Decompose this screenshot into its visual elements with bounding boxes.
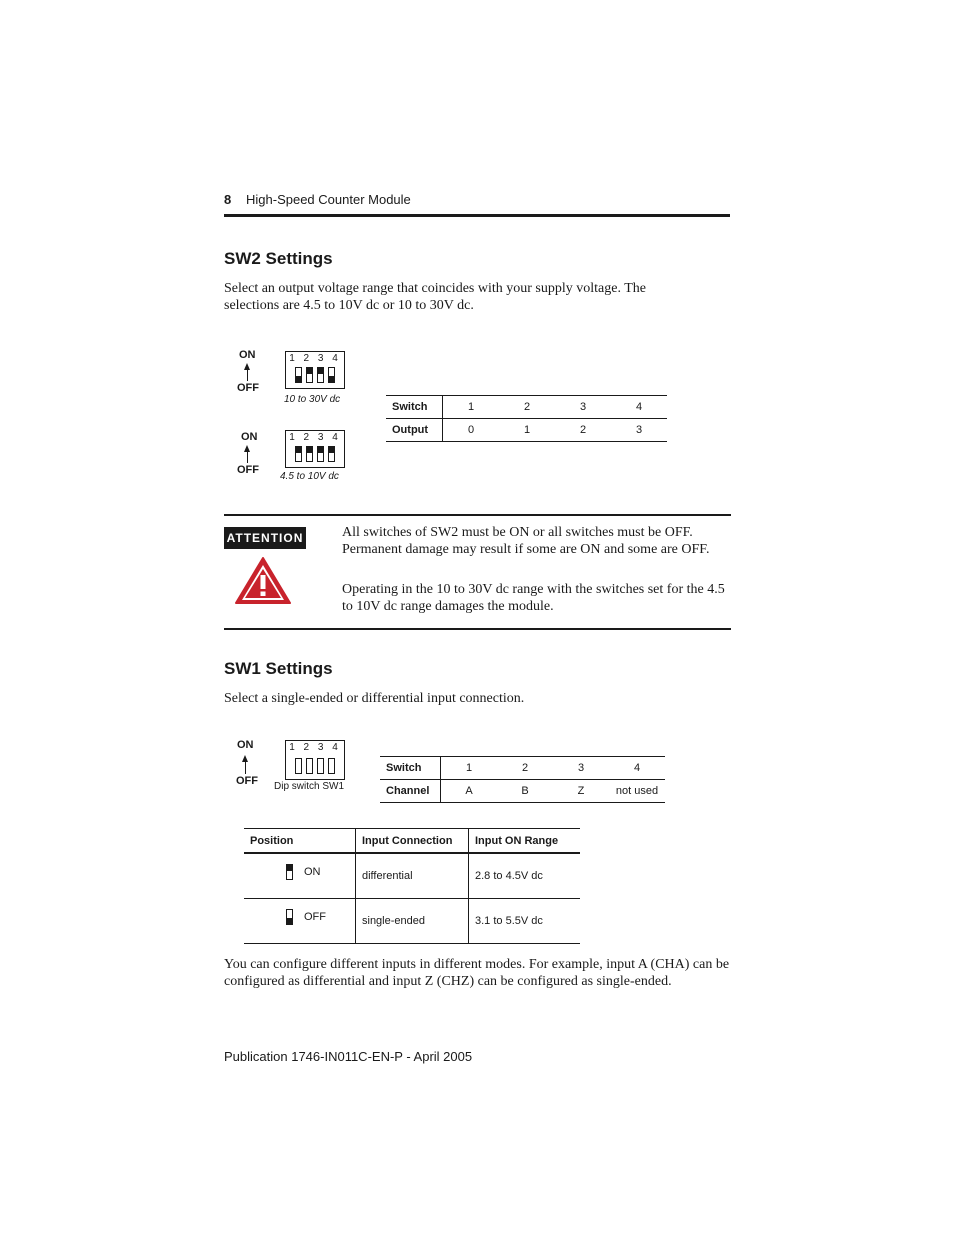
dip-toggle-4 [328,367,335,383]
attention-top-rule [224,514,731,516]
attention-bottom-rule [224,628,731,630]
sw1-position-table [244,828,580,944]
sw1-intro: Select a single-ended or differential input connection. [224,691,525,706]
position-cell [244,899,356,944]
dip-switch [285,740,345,780]
table-header-cell: Input Connection [356,829,469,854]
table-header-cell: Position [244,829,356,854]
table-cell: 2 [497,757,553,780]
table-cell: 2.8 to 4.5V dc [469,853,581,899]
off-label: OFF [236,775,258,787]
dip-toggle-2 [306,758,313,774]
warning-triangle-icon [234,556,292,606]
table-header-cell: Input ON Range [469,829,581,854]
dip-toggle-1 [295,758,302,774]
table-cell: 0 [443,419,500,442]
sw2-heading: SW2 Settings [224,249,333,268]
on-label: ON [237,739,254,751]
sw1-closing-paragraph: You can configure different inputs in different modes. For example, input A (CHA) can be configured as differential and input Z (CHZ) can be configured as single-ended. [224,957,730,989]
off-label: OFF [237,382,259,394]
dip-toggle-3 [317,446,324,462]
arrow-up-icon [247,451,248,463]
dip-caption: 10 to 30V dc [284,394,341,405]
dip-switch [285,351,345,389]
table-header-cell: Output [386,419,443,442]
table-row [244,899,580,944]
table-cell: 3 [611,419,667,442]
table-header-cell: Switch [380,757,441,780]
table-row [380,780,665,803]
dip-toggle-1 [295,367,302,383]
table-row [386,396,667,419]
table-cell: 1 [443,396,500,419]
on-label: ON [241,431,258,443]
dip-toggle-4 [328,758,335,774]
table-cell: 3 [555,396,611,419]
dip-caption: 4.5 to 10V dc [280,471,339,482]
dip-numbers: 1 2 3 4 [289,432,341,443]
sw1-channel-table [380,756,665,803]
dip-toggle-4 [328,446,335,462]
table-cell: 4 [611,396,667,419]
table-header-cell: Switch [386,396,443,419]
dip-toggle-1 [295,446,302,462]
dip-numbers: 1 2 3 4 [289,742,341,753]
table-cell: 1 [499,419,555,442]
table-cell: 1 [441,757,498,780]
running-title: High-Speed Counter Module [246,192,411,207]
position-label: OFF [304,911,326,923]
arrow-up-icon [247,369,248,381]
dip-numbers: 1 2 3 4 [289,353,341,364]
table-cell: single-ended [356,899,469,944]
table-row [244,853,580,899]
attention-text-1: All switches of SW2 must be ON or all switches must be OFF. Permanent damage may result if some are ON and some are OFF. [342,525,710,557]
dip-toggle-3 [317,367,324,383]
table-cell: 4 [609,757,665,780]
sw2-output-table [386,395,667,442]
table-cell: 2 [499,396,555,419]
table-cell: 3 [553,757,609,780]
dip-switch [285,430,345,468]
dip-toggle-2 [306,367,313,383]
table-cell: 2 [555,419,611,442]
on-label: ON [239,349,256,361]
arrow-up-icon [245,761,246,774]
table-cell: differential [356,853,469,899]
header-rule [224,214,730,217]
dip-caption: Dip switch SW1 [274,781,345,792]
table-row [386,419,667,442]
table-header-cell: Channel [380,780,441,803]
attention-text-2: Operating in the 10 to 30V dc range with the switches set for the 4.5 to 10V dc range damages the module. [342,582,725,614]
table-row [380,757,665,780]
page-number: 8 [224,192,232,207]
publication-footer: Publication 1746-IN011C-EN-P - April 2005 [224,1049,473,1064]
switch-off-icon [286,909,293,925]
table-cell: not used [609,780,665,803]
dip-toggle-3 [317,758,324,774]
table-cell: A [441,780,498,803]
attention-badge: ATTENTION [224,527,306,549]
table-header-row [244,829,580,854]
table-cell: Z [553,780,609,803]
switch-on-icon [286,864,293,880]
position-label: ON [304,866,321,878]
table-cell: B [497,780,553,803]
sw1-heading: SW1 Settings [224,659,333,678]
off-label: OFF [237,464,259,476]
dip-toggle-2 [306,446,313,462]
table-cell: 3.1 to 5.5V dc [469,899,581,944]
position-cell [244,853,356,899]
sw2-intro: Select an output voltage range that coincides with your supply voltage. The selections are 4.5 to 10V dc or 10 to 30V dc. [224,281,646,313]
